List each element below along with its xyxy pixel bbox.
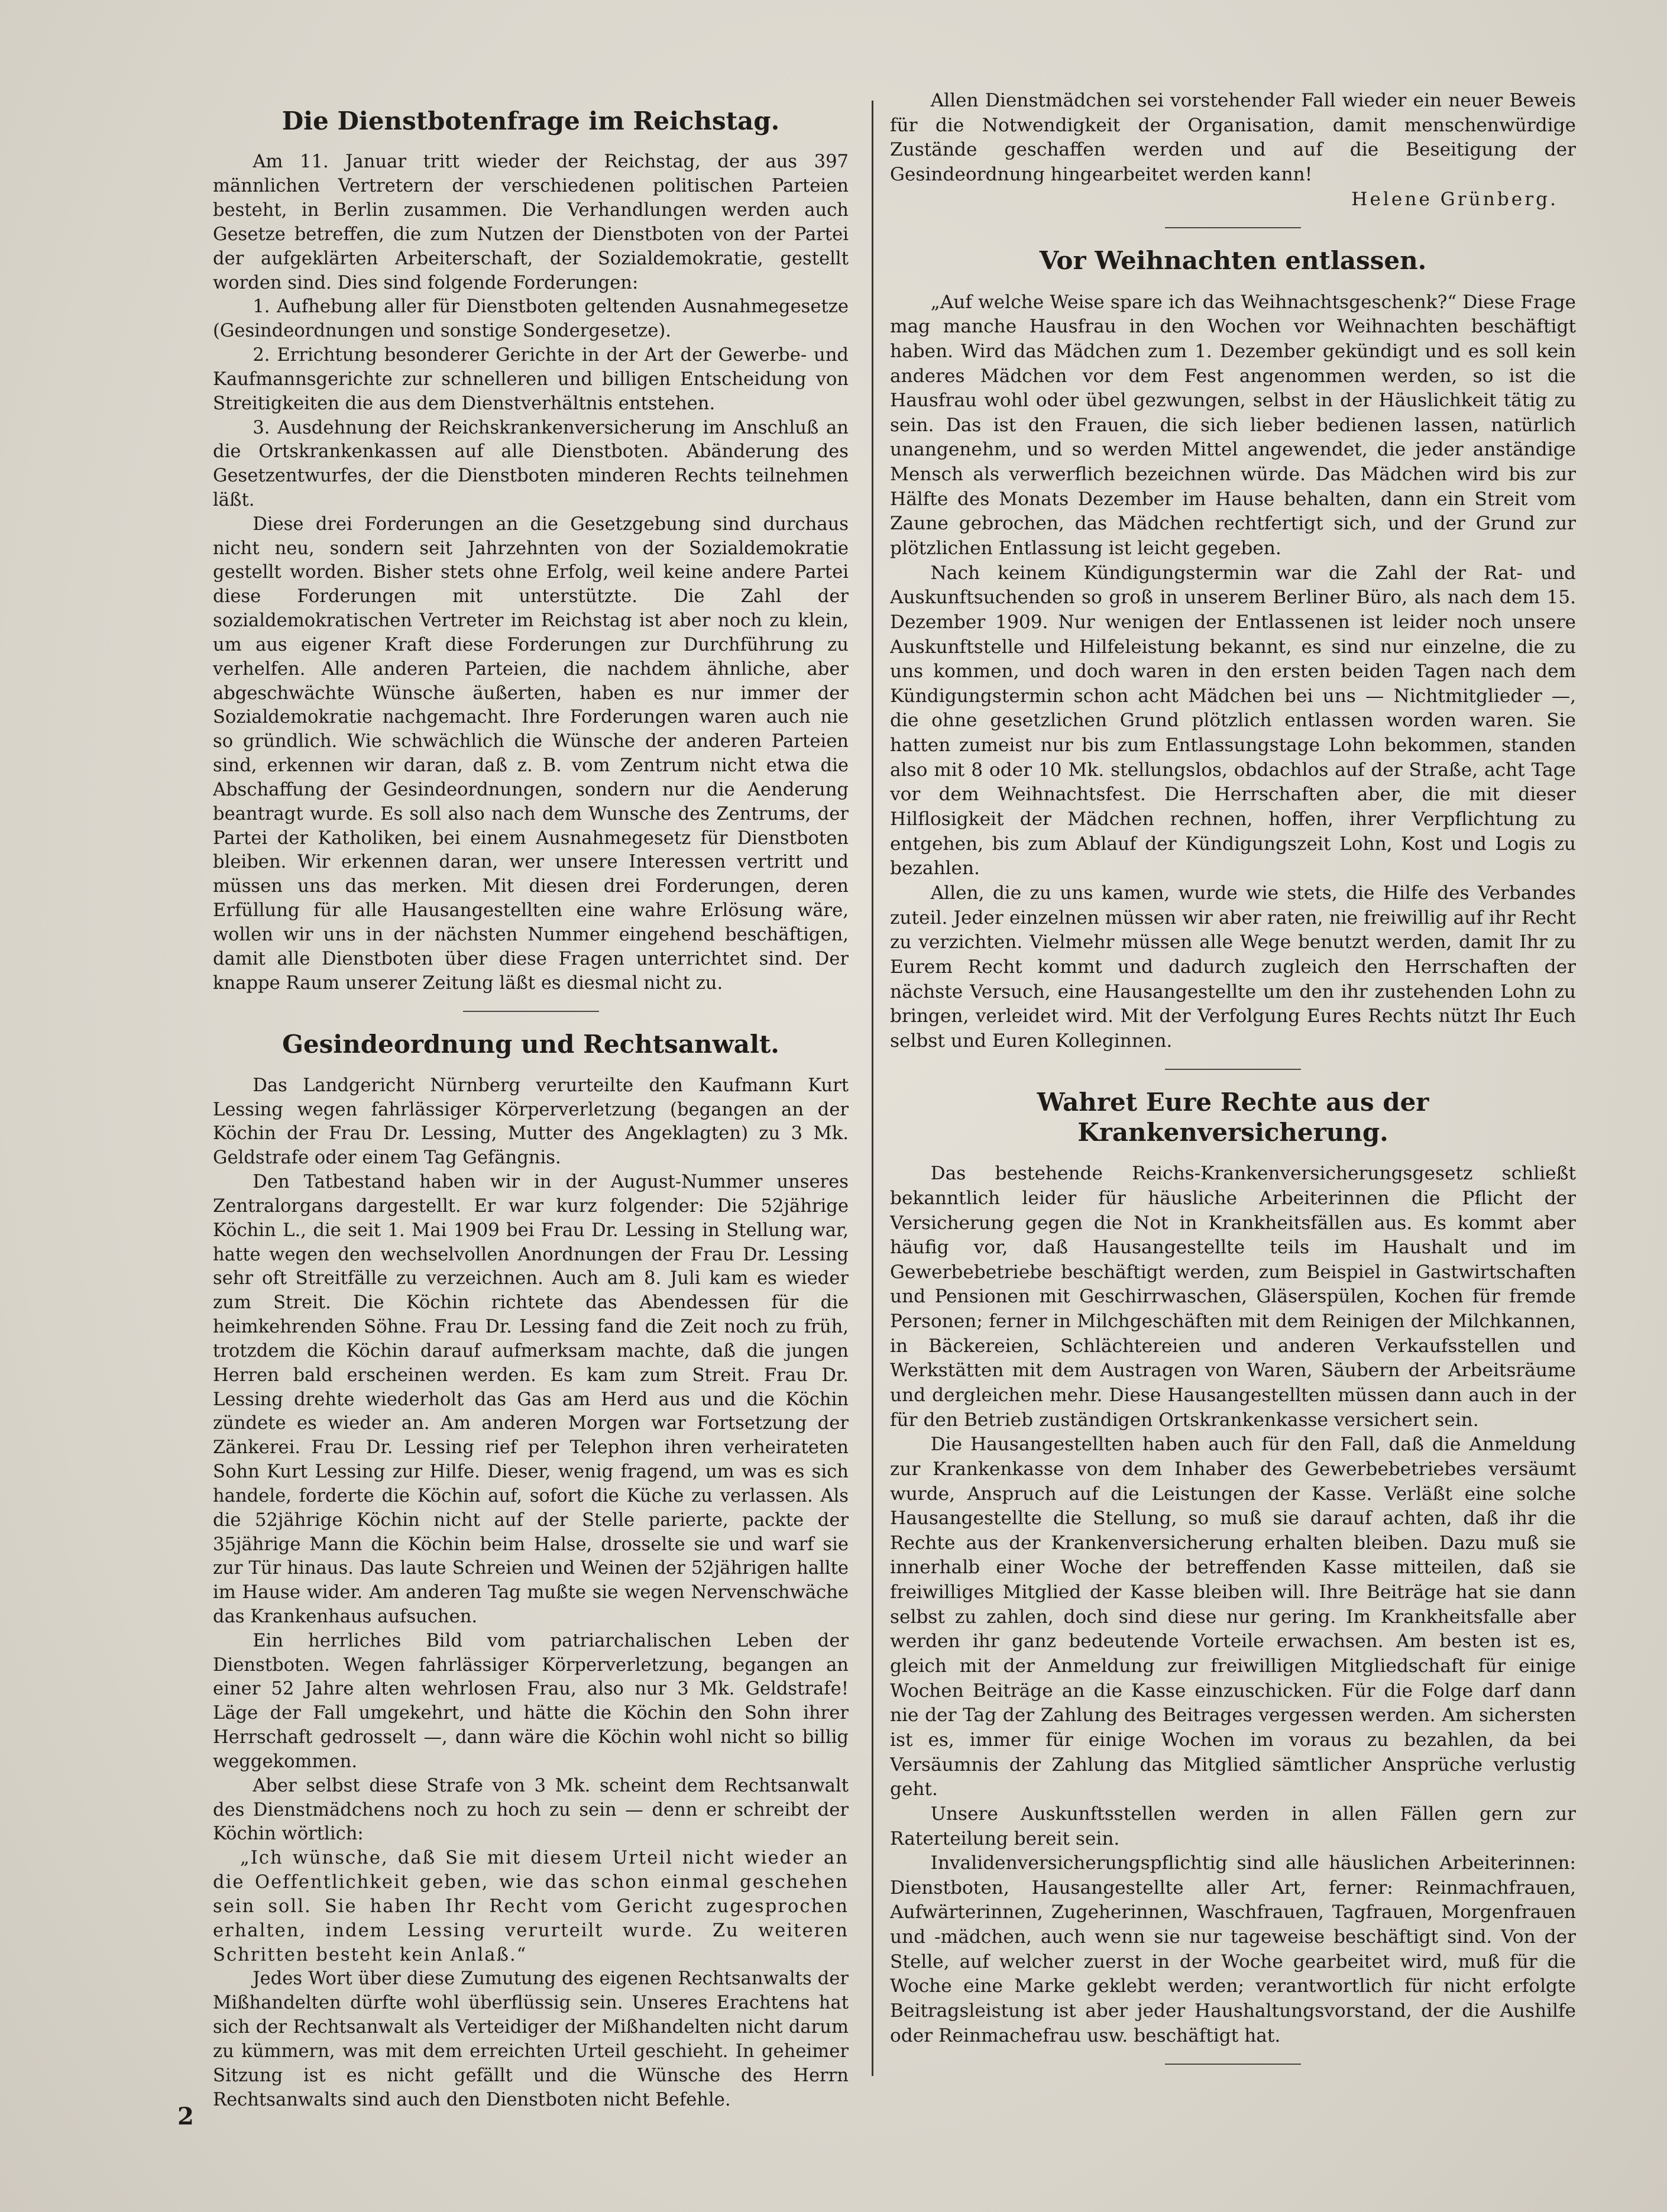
paragraph: Nach keinem Kündigungstermin war die Zahl der Rat- und Auskunftsuchenden so groß in unserem Berliner Büro, als nach dem 15. Dezember 1909. Nur wenigen der Entlassenen ist leider noch unsere Auskunftstelle und Hilfeleistung bekannt, es sind nur einzelne, die zu uns kommen, und doch waren in den ersten beiden Tagen nach dem Kündigungstermin schon acht Mädchen bei uns — Nichtmitglieder —, die ohne gesetzlichen Grund plötzlich entlassen worden waren. Sie hatten zumeist nur bis zum Entlassungstage Lohn bekommen, standen also mit 8 oder 10 Mk. stellungslos, obdachlos auf der Straße, acht Tage vor dem Weihnachtsfest. Die Herrschaften aber, die mit dieser Hilflosigkeit der Mädchen rechnen, hoffen, ihrer Verpflichtung zu entgehen, bis zum Ablauf der Kündigungszeit Lohn, Kost und Logis zu bezahlen. [890, 562, 1576, 879]
paragraph: Allen Dienstmädchen sei vorstehender Fall wieder ein neuer Beweis für die Notwendigkeit der Organisation, damit menschenwürdige Zustände geschaffen werden und auf die Beseitigung der Gesindeordnung hingearbeitet werden kann! [890, 90, 1576, 185]
author-signature: Helene Grünberg. [1351, 188, 1558, 210]
paragraph: Am 11. Januar tritt wieder der Reichstag, der aus 397 männlichen Vertretern der verschiedenen politischen Parteien besteht, in Berlin zusammen. Die Verhandlungen werden auch Gesetze betreffen, die zum Nutzen der Dienstboten von der Partei der aufgeklärten Arbeiterschaft, der Sozialdemokratie, gestellt worden sind. Dies sind folgende Forderungen: [213, 151, 849, 293]
paragraph: Unsere Auskunftsstellen werden in allen Fällen gern zur Raterteilung bereit sein. [890, 1803, 1576, 1849]
section-separator [1165, 2064, 1301, 2065]
article-gesindeordnung [213, 1030, 849, 2111]
section-separator [1165, 1069, 1301, 1070]
paragraph: Invalidenversicherungspflichtig sind alle häuslichen Arbeiterinnen: Dienstboten, Hausangestellte aller Art, ferner: Reinmachfrauen, Aufwärterinnen, Zugeherinnen, Waschfrauen, Tagfrauen, Morgenfrauen und -mädchen, auch wenn sie nur tageweise beschäftigt sind. Von der Stelle, auf welcher zuerst in der Woche gearbeitet wird, muß für die Woche eine Marke geklebt werden; verantwortlich für nicht erfolgte Beitragsleistung ist aber jeder Haushaltungsvorstand, der die Aushilfe oder Reinmachefrau usw. beschäftigt hat. [890, 1852, 1576, 2046]
paragraph: „Auf welche Weise spare ich das Weihnachtsgeschenk?“ Diese Frage mag manche Hausfrau in den Wochen vor Weihnachten beschäftigt haben. Wird das Mädchen zum 1. Dezember gekündigt und es soll kein anderes Mädchen vor dem Fest angenommen werden, so ist die Hausfrau wohl oder übel gezwungen, selbst in der Häuslichkeit tätig zu sein. Das ist den Frauen, die sich lieber bedienen lassen, natürlich unangenehm, und so werden Mittel angewendet, die jeder anständige Mensch als verwerflich bezeichnen würde. Das Mädchen wird bis zur Hälfte des Monats Dezember im Hause behalten, dann ein Streit vom Zaune gebrochen, das Mädchen rechtfertigt sich, und der Grund zur plötzlichen Entlassung ist leicht gegeben. [890, 291, 1576, 559]
article-dienstbotenfrage [213, 106, 849, 995]
article-weihnachten [890, 246, 1576, 1053]
quoted-letter: „Ich wünsche, daß Sie mit diesem Urteil nicht wieder an die Oeffentlichkeit geben, wie das schon einmal geschehen sein soll. Sie haben Ihr Recht vom Gericht zugesprochen erhalten, indem Lessing verurteilt wurde. Zu weiteren Schritten besteht kein Anlaß.“ [213, 1848, 849, 1965]
paragraph: Diese drei Forderungen an die Gesetzgebung sind durchaus nicht neu, sondern seit Jahrzehnten von der Sozialdemokratie gestellt worden. Bisher stets ohne Erfolg, weil keine andere Partei diese Forderungen mit unterstützte. Die Zahl der sozialdemokratischen Vertreter im Reichstag ist aber noch zu klein, um aus eigener Kraft diese Forderungen zur Durchführung zu verhelfen. Alle anderen Parteien, die nachdem ähnliche, aber abgeschwächte Wünsche äußerten, haben es nur immer der Sozialdemokratie nachgemacht. Ihre Forderungen waren auch nie so gründlich. Wie schwächlich die Wünsche der anderen Parteien sind, erkennen wir daran, daß z. B. vom Zentrum nicht etwa die Abschaffung der Gesindeordnungen, sondern nur die Aenderung beantragt wurde. Es soll also nach dem Wunsche des Zentrums, der Partei der Katholiken, bei einem Ausnahmegesetz für Dienstboten bleiben. Wir erkennen daran, wer unsere Interessen vertritt und müssen uns das merken. Mit diesen drei Forderungen, deren Erfüllung für alle Hausangestellten eine wahre Erlösung wäre, wollen wir uns in der nächsten Nummer eingehend beschäftigen, damit alle Dienstboten über diese Fragen unterrichtet sind. Der knappe Raum unserer Zeitung läßt es diesmal nicht zu. [213, 513, 849, 994]
left-column [213, 89, 849, 2111]
section-separator [1165, 227, 1301, 228]
page-number: 2 [177, 2103, 194, 2130]
demand-3: 3. Ausdehnung der Reichskrankenversicherung im Anschluß an die Ortskrankenkassen auf alle Dienstboten. Abänderung des Gesetzentwurfes, der die Dienstboten minderen Rechts teilnehmen läßt. [213, 417, 849, 510]
article-title: Die Dienstbotenfrage im Reichstag. [281, 106, 780, 135]
column-rule [872, 101, 873, 2076]
paragraph: Jedes Wort über diese Zumutung des eigenen Rechtsanwalts der Mißhandelten dürfte wohl überflüssig sein. Unseres Erachtens hat sich der Rechtsanwalt als Verteidiger der Mißhandelten nicht darum zu kümmern, was mit dem erreichten Urteil geschieht. In geheimer Sitzung ist es nicht gefällt und die Wünsche des Herrn Rechtsanwalts sind auch den Dienstboten nicht Befehle. [213, 1968, 849, 2110]
paragraph: Das bestehende Reichs-Krankenversicherungsgesetz schließt bekanntlich leider für häusliche Arbeiterinnen die Pflicht der Versicherung gegen die Not in Krankheitsfällen aus. Es kommt aber häufig vor, daß Hausangestellte teils im Haushalt und im Gewerbebetriebe beschäftigt werden, zum Beispiel in Gastwirtschaften und Pensionen mit Geschirrwaschen, Gläserspülen, Kochen für fremde Personen; ferner in Milchgeschäften mit dem Reinigen der Milchkannen, in Bäckereien, Schlächtereien und anderen Verkaufsstellen und Werkstätten mit dem Austragen von Waren, Säubern der Arbeitsräume und dergleichen mehr. Diese Hausangestellten müssen dann auch in der für den Betrieb zuständigen Ortskrankenkasse versichert sein. [890, 1163, 1576, 1431]
paragraph: Allen, die zu uns kamen, wurde wie stets, die Hilfe des Verbandes zuteil. Jeder einzelnen müssen wir aber raten, nie freiwillig auf ihr Recht zu verzichten. Vielmehr müssen alle Wege benutzt werden, damit Ihr zu Eurem Recht kommt und dadurch zugleich den Herrschaften der nächste Versuch, eine Hausangestellte um den ihr zustehenden Lohn zu bringen, verleidet wird. Mit der Verfolgung Eures Rechts nützt Ihr Euch selbst und Euren Kolleginnen. [890, 882, 1576, 1052]
paragraph: Die Hausangestellten haben auch für den Fall, daß die Anmeldung zur Krankenkasse von dem Inhaber des Gewerbebetriebes versäumt wurde, Anspruch auf die Leistungen der Kasse. Verläßt eine solche Hausangestellte die Stellung, so muß sie darauf achten, daß ihr die Rechte aus der Krankenversicherung erhalten bleiben. Dazu muß sie innerhalb einer Woche der betreffenden Kasse mitteilen, daß sie freiwilliges Mitglied der Kasse bleiben will. Ihre Beiträge hat sie dann selbst zu zahlen, doch sind diese nur gering. Im Krankheitsfalle aber werden ihr ganz bedeutende Vorteile erwachsen. Am besten ist es, gleich mit der Anmeldung zur freiwilligen Mitgliedschaft für einige Wochen Beiträge an die Kasse einzuschicken. Für die Folge darf dann nie der Tag der Zahlung des Beitrages vergessen werden. Am sichersten ist es, immer für einige Wochen im voraus zu bezahlen, da bei Versäumnis der Zahlung das Mitglied sämtlicher Ansprüche verlustig geht. [890, 1434, 1576, 1800]
article-title: Vor Weihnachten entlassen. [1039, 246, 1427, 276]
demand-2: 2. Errichtung besonderer Gerichte in der Art der Gewerbe- und Kaufmannsgerichte zur schnelleren und billigen Entscheidung von Streitigkeiten die aus dem Dienstverhältnis entstehen. [213, 345, 849, 414]
article-krankenversicherung [890, 1088, 1576, 2048]
right-column [890, 89, 1576, 2111]
article-title: Gesindeordnung und Rechtsanwalt. [282, 1030, 779, 1059]
paragraph: Aber selbst diese Strafe von 3 Mk. scheint dem Rechtsanwalt des Dienstmädchens noch zu hoch zu sein — denn er schreibt der Köchin wörtlich: [213, 1775, 849, 1845]
section-separator [463, 1011, 599, 1012]
paragraph: Das Landgericht Nürnberg verurteilte den Kaufmann Kurt Lessing wegen fahrlässiger Körperverletzung (begangen an der Köchin der Frau Dr. Lessing, Mutter des Angeklagten) zu 3 Mk. Geldstrafe oder einem Tag Gefängnis. [213, 1075, 849, 1169]
article-title: Wahret Eure Rechte aus der Krankenversicherung. [1037, 1088, 1429, 1147]
paragraph: Ein herrliches Bild vom patriarchalischen Leben der Dienstboten. Wegen fahrlässiger Körperverletzung, begangen an einer 52 Jahre alten wehrlosen Frau, also nur 3 Mk. Geldstrafe! Läge der Fall umgekehrt, und hätte die Köchin den Sohn ihrer Herrschaft gedrosselt —, dann wäre die Köchin wohl nicht so billig weggekommen. [213, 1630, 849, 1772]
paragraph: Den Tatbestand haben wir in der August-Nummer unseres Zentralorgans dargestellt. Er war kurz folgender: Die 52jährige Köchin L., die seit 1. Mai 1909 bei Frau Dr. Lessing in Stellung war, hatte wegen den wechselvollen Anordnungen der Frau Dr. Lessing sehr oft Streitfälle zu verzeichnen. Auch am 8. Juli kam es wieder zum Streit. Die Köchin richtete das Abendessen für die heimkehrenden Söhne. Frau Dr. Lessing fand die Zeit noch zu früh, trotzdem die Köchin darauf aufmerksam machte, daß die jungen Herren bald erscheinen werden. Es kam zum Streit. Frau Dr. Lessing drehte wiederholt das Gas am Herd aus und die Köchin zündete es wieder an. Am anderen Morgen war Fortsetzung der Zänkerei. Frau Dr. Lessing rief per Telephon ihren verheirateten Sohn Kurt Lessing zur Hilfe. Dieser, wenig fragend, um was es sich handele, forderte die Köchin auf, sofort die Küche zu verlassen. Als die 52jährige Köchin nicht auf der Stelle parierte, packte der 35jährige Mann die Köchin beim Halse, drosselte sie und warf sie zur Tür hinaus. Das laute Schreien und Weinen der 52jährigen hallte im Hause wider. Am anderen Tag mußte sie wegen Nervenschwäche das Krankenhaus aufsuchen. [213, 1172, 849, 1627]
demand-1: 1. Aufhebung aller für Dienstboten geltenden Ausnahmegesetze (Gesindeordnungen und sonstige Sondergesetze). [213, 296, 849, 342]
